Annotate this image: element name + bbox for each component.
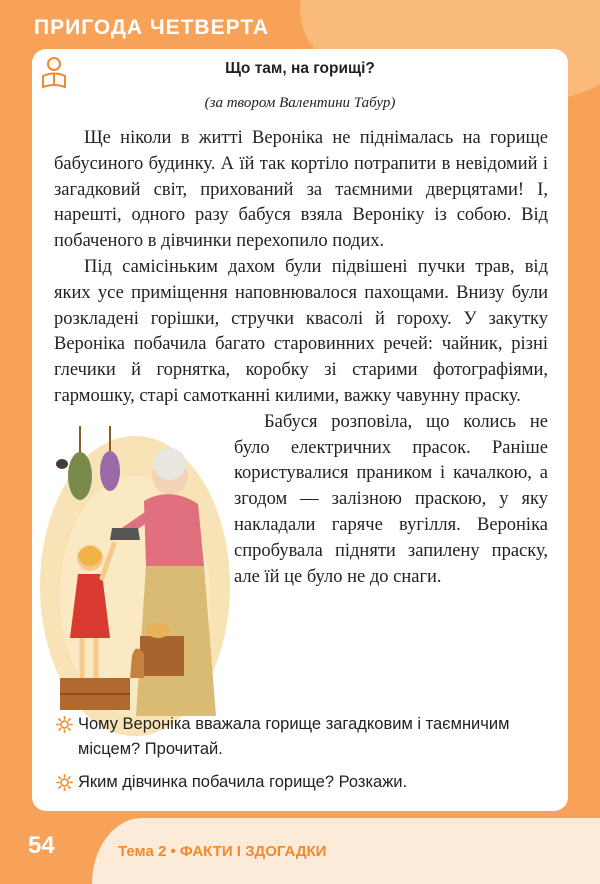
- page-number: 54: [28, 832, 55, 859]
- question-text: Чому Вероніка вважала горище загадковим і таємничим місцем? Прочитай.: [78, 715, 510, 758]
- story-paragraph: Під самісіньким дахом були підвішені пучки трав, від яких усе приміщення наповнювалося пахощами. Внизу були розкладені горішки, стручки квасолі й гороху. У закутку Вероніка побачила багато старовинних речей: чайник, різні глечики й горнятка, коробку зі старими фотографіями, гармошку, старі самотканні килими, важку чавунну праску.: [54, 256, 548, 406]
- section-title: ПРИГОДА ЧЕТВЕРТА: [34, 16, 270, 39]
- question-text: Яким дівчинка побачила горище? Розкажи.: [78, 773, 408, 791]
- question-item: [56, 770, 556, 795]
- story-text: [54, 126, 548, 736]
- questions-list: [56, 712, 556, 803]
- sun-icon: [56, 716, 73, 733]
- footer-theme-label: Тема 2 • ФАКТИ І ЗДОГАДКИ: [118, 843, 327, 860]
- question-item: [56, 712, 556, 762]
- story-title: Що там, на горищі?: [225, 60, 375, 77]
- sun-icon: [56, 774, 73, 791]
- illustration-grandma-and-girl: [40, 416, 230, 736]
- story-paragraph: Ще ніколи в житті Вероніка не піднімалась на горище бабусиного будинку. А їй так кортіло потрапити в невідомий і загадковий світ, прихований за таємними дверцятами! І, нарешті, одного разу бабуся взяла Вероніку із собою. Від побаченого в дівчинки перехопило подих.: [54, 128, 548, 252]
- story-source: (за твором Валентини Табур): [204, 95, 396, 111]
- story-paragraph: Бабуся розповіла, що колись не було електричних прасок. Раніше користувалися праником і качалкою, а згодом — залізною праскою, у яку накладали гаряче вугілля. Вероніка спробувала підняти запилену праску, але їй це було не до снаги.: [234, 411, 548, 587]
